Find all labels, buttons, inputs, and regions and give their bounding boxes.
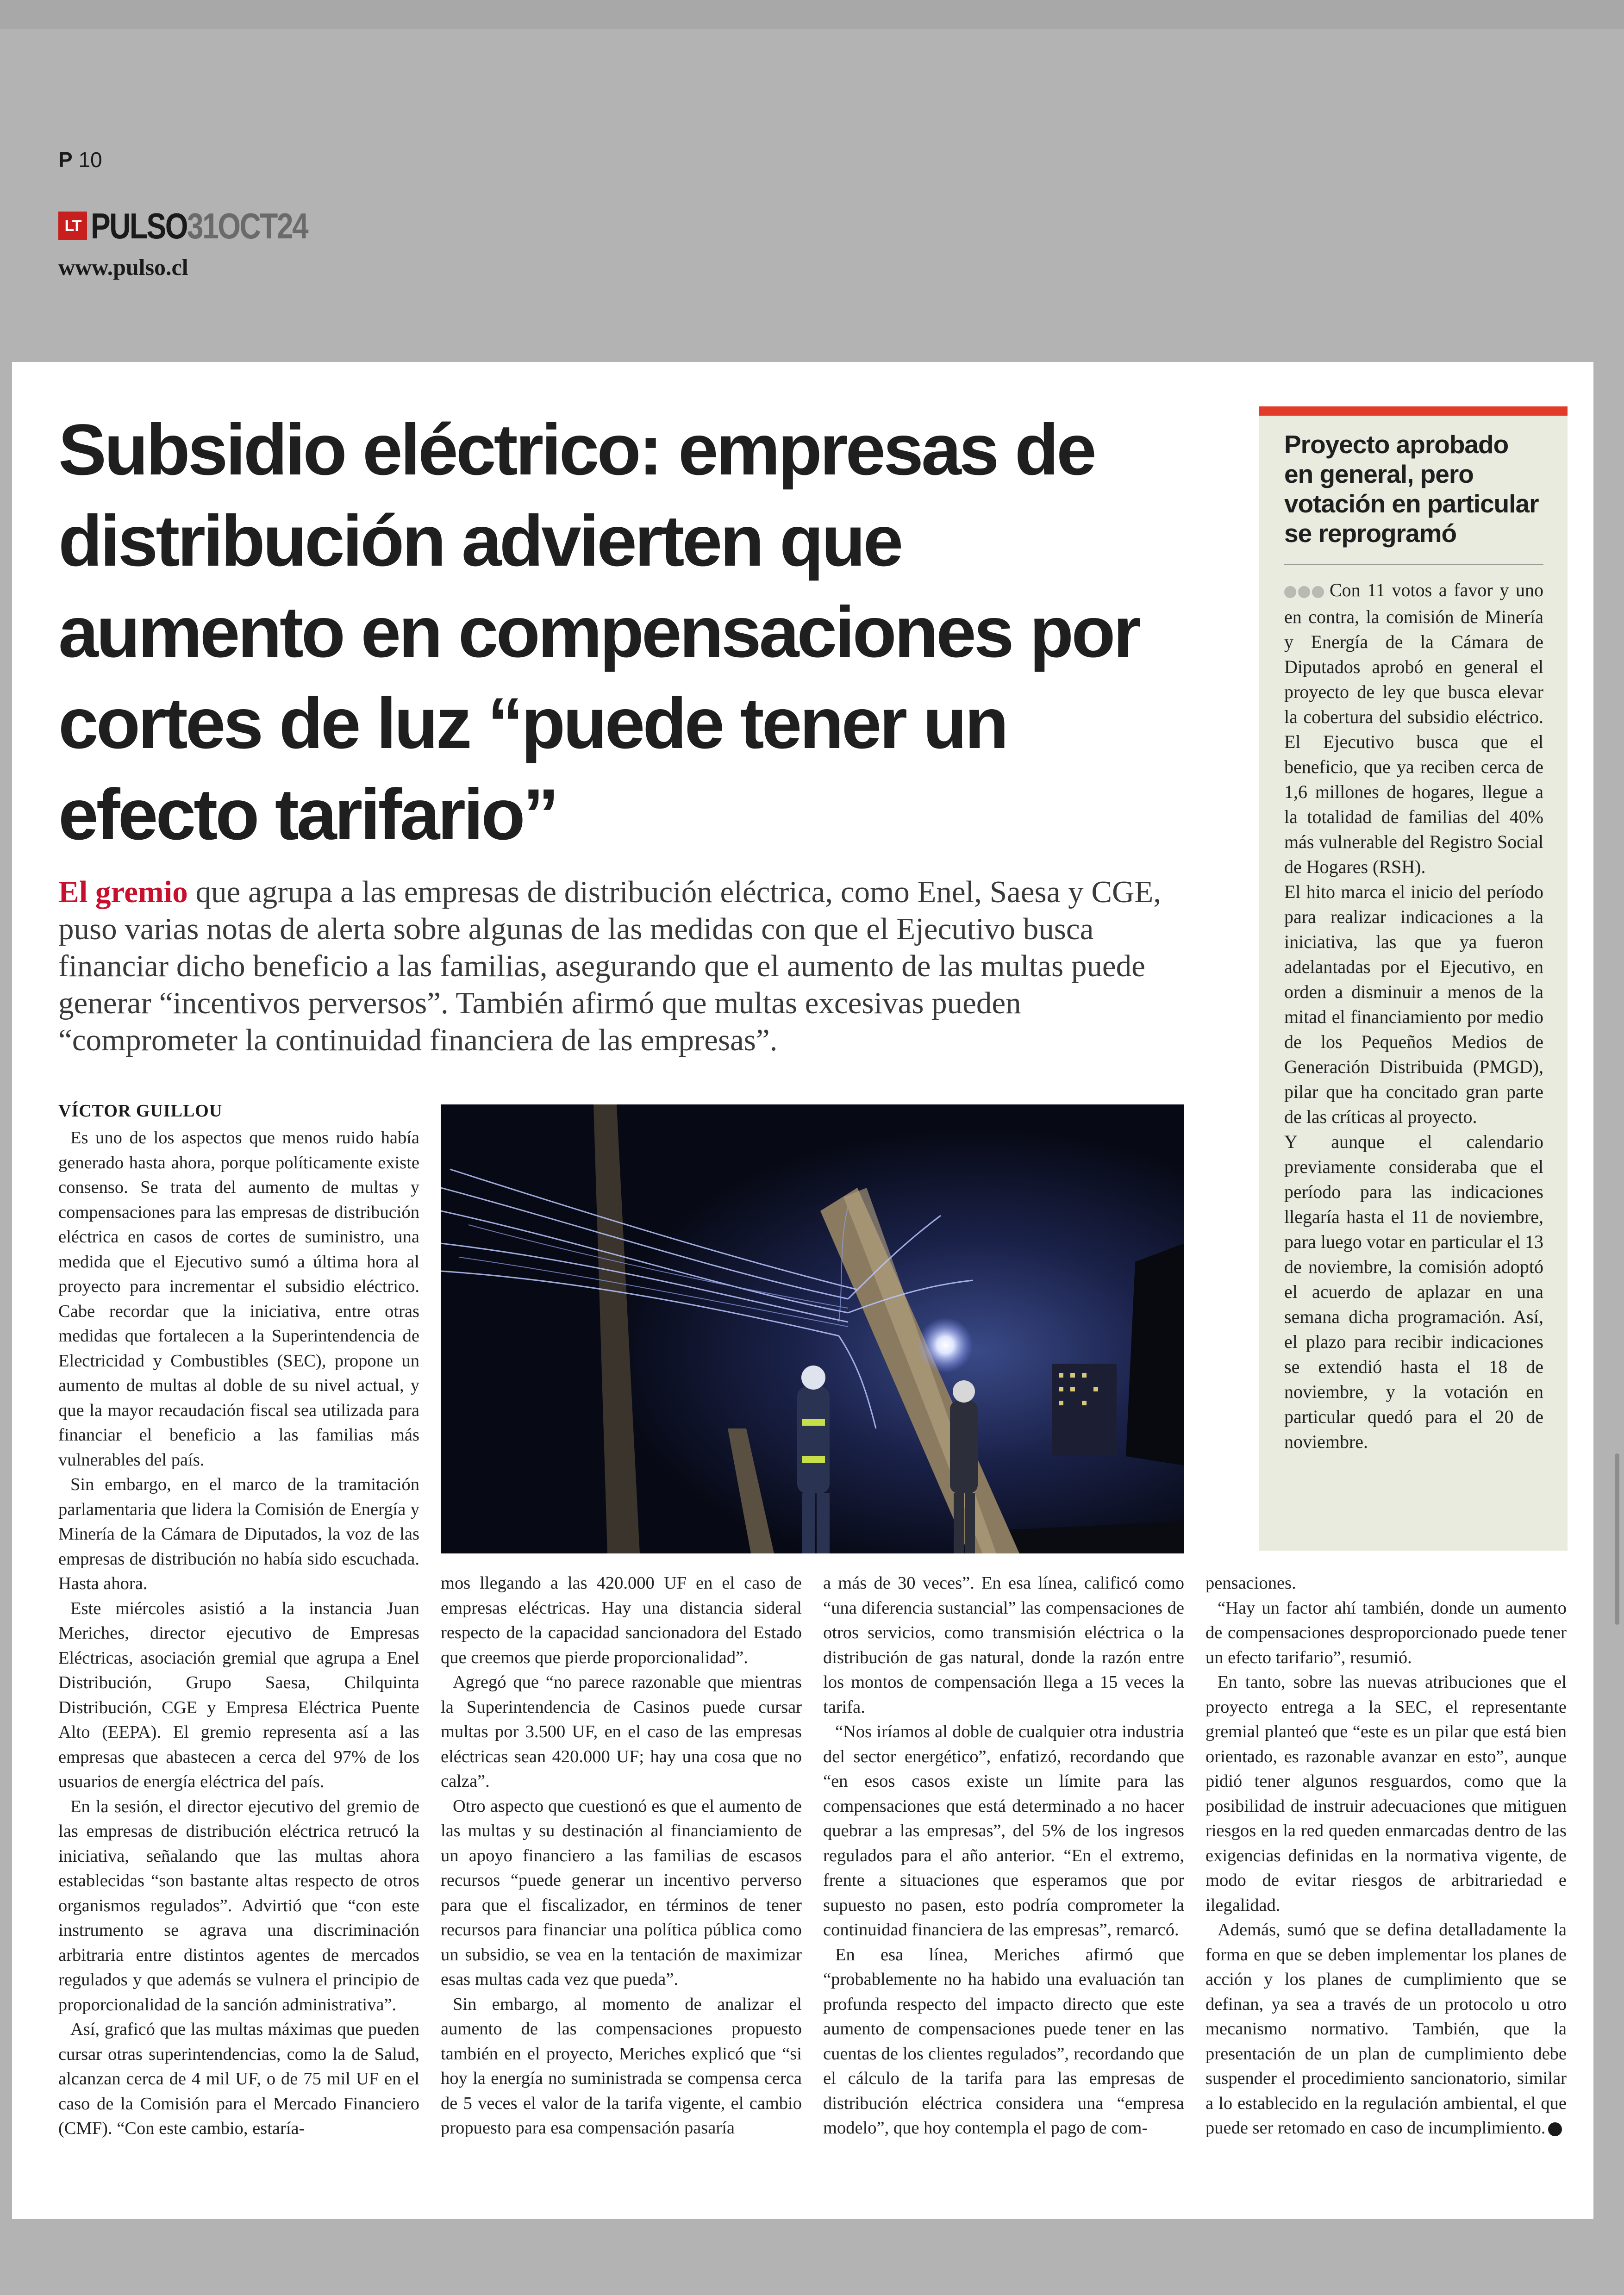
paragraph: [1206, 1918, 1567, 2141]
sidebar-paragraph-text: Con 11 votos a favor y uno en contra, la comisión de Minería y Energía de la Cámara de Diputados aprobó en general el proyecto de ley que busca elevar la cobertura del subsidio eléctrico. El Ejecutivo busca que el beneficio, que ya reciben cerca de 1,6 millones de hogares, llegue a la totalidad de familias del 40% más vulnerable del Registro Social de Hogares (RSH).: [1284, 580, 1543, 877]
three-dots-icon: [1284, 580, 1326, 605]
article-column-4: [1206, 1571, 1567, 2141]
newspaper-page: [12, 362, 1593, 2219]
paragraph: “Nos iríamos al doble de cualquier otra industria del sector energético”, enfatizó, recordando que “en esos casos existe un límite para las compensaciones que está determinado a no hacer quebrar a las empresas”, del 5% de los ingresos regulados para el año anterior. “En el extremo, frente a situaciones que esperamos que por supuesto no pasen, esto podría comprometer la continuidad financiera de las empresas”, remarcó.: [823, 1722, 1184, 1940]
lead-kicker: El gremio: [58, 875, 188, 909]
page-number: P 10: [58, 148, 102, 172]
paragraph: En esa línea, Meriches afirmó que “probablemente no ha habido una evaluación tan profunda respecto del impacto directo que este aumento de compensaciones puede tener en las cuentas de los clientes regulados”, recordando que el cálculo de la tarifa para las empresas de distribución eléctrica considera una “empresa modelo”, que hoy contempla el pago de com-: [823, 1945, 1184, 2138]
photo-night-power-line-repair: [441, 1104, 1184, 1553]
brand-name: PULSO31OCT24: [91, 205, 308, 246]
sidebar-divider: [1284, 564, 1543, 565]
masthead-logo: [58, 207, 355, 244]
lead-paragraph: [58, 873, 1188, 1059]
paragraph: En tanto, sobre las nuevas atribuciones que el proyecto entrega a la SEC, el representante gremial planteó que “este es un pilar que está bien orientado, es razonable avanzar en esto”, aunque pidió tener algunos resguardos, como que la posibilidad de instruir adecuaciones que mitiguen riesgos en la red queden enmarcadas dentro de las exigencias definidas en la normativa vigente, de modo de evitar riesgos de arbitrariedad e ilegalidad.: [1206, 1672, 1567, 1915]
lead-text: que agrupa a las empresas de distribución eléctrica, como Enel, Saesa y CGE, puso varias notas de alerta sobre algunas de las medidas con que el Ejecutivo busca financiar dicho beneficio a las familias, asegurando que el aumento de las multas puede generar “incentivos perversos”. También afirmó que multas excesivas pueden “comprometer la continuidad financiera de las empresas”.: [58, 875, 1162, 1057]
paragraph: Agregó que “no parece razonable que mientras la Superintendencia de Casinos puede cursar multas por 3.500 UF, en el caso de las empresas eléctricas sean 420.000 UF; hay una cosa que no calza”.: [441, 1672, 802, 1791]
paragraph: Otro aspecto que cuestionó es que el aumento de las multas y su destinación al financiamiento de un apoyo financiero a las familias de escasos recursos “puede generar un incentivo perverso para que el fiscalizador, en términos de tener recursos para financiar una política pública como un subsidio, se vea en la tentación de maximizar esas multas cada vez que pueda”.: [441, 1796, 802, 1989]
article-column-3: [823, 1571, 1184, 2141]
article-column-2: [441, 1571, 802, 2141]
article-photo: [441, 1104, 1184, 1553]
headline: Subsidio eléctrico: empresas de distribución advierten que aumento en compensaciones por cortes de luz “puede tener un efecto tarifario”: [58, 410, 1139, 855]
sidebar-title: Proyecto aprobado en general, pero votación en particular se reprogramó: [1284, 430, 1539, 548]
paragraph: Sin embargo, al momento de analizar el aumento de las compensaciones propuesto también en el proyecto, Meriches explicó que “si hoy la energía no suministrada se compensa cerca de 5 veces el valor de la tarifa vigente, el cambio propuesto para esa compensación pasaría: [441, 1994, 802, 2138]
site-url: www.pulso.cl: [58, 254, 188, 280]
viewer-top-bar: [0, 0, 1624, 29]
paragraph: Así, graficó que las multas máximas que pueden cursar otras superintendencias, como la de Salud, alcanzan cerca de 4 mil UF, o de 75 mil UF en el caso de la Comisión para el Mercado Financiero (CMF). “Con este cambio, estaría-: [58, 2020, 419, 2138]
sidebar-paragraph: El hito marca el inicio del período para realizar indicaciones a la iniciativa, las que ya fueron adelantadas por el Ejecutivo, en orden a disminuir a menos de la mitad el financiamiento por medio de los Pequeños Medios de Generación Distribuida (PMGD), pilar que ha concitado gran parte de las críticas al proyecto.: [1284, 881, 1543, 1127]
sidebar-paragraph: [1284, 578, 1543, 879]
sidebar-paragraph: Y aunque el calendario previamente consideraba que el período para las indicaciones llegaría hasta el 11 de noviembre, para luego votar en particular el 13 de noviembre, la comisión adoptó el acuerdo de aplazar en una semana dicha programación. Así, el plazo para recibir indicaciones se extendió hasta el 18 de noviembre, y la votación en particular quedó para el 20 de noviembre.: [1284, 1131, 1543, 1452]
paragraph: a más de 30 veces”. En esa línea, calificó como “una diferencia sustancial” las compensaciones de otros servicios, como transmisión eléctrica o la distribución de gas natural, donde la razón entre los montos de compensación llega a 15 veces la tarifa.: [823, 1573, 1184, 1717]
sidebar-box: [1259, 406, 1568, 1551]
paragraph: Este miércoles asistió a la instancia Juan Meriches, director ejecutivo de Empresas Eléctricas, asociación gremial que agrupa a Enel Distribución, Grupo Saesa, Chilquinta Distribución, CGE y Empresa Eléctrica Puente Alto (EEPA). El gremio representa así a las empresas que abastecen a cerca del 97% de los usuarios de energía eléctrica del país.: [58, 1598, 419, 1791]
paragraph: Es uno de los aspectos que menos ruido había generado hasta ahora, porque políticamente existe consenso. Se trata del aumento de multas y compensaciones para las empresas de distribución eléctrica en casos de cortes de suministro, una medida que el Ejecutivo sumó a última hora al proyecto para incrementar el subsidio eléctrico. Cabe recordar que la iniciativa, entre otras medidas que fortalecen a la Superintendencia de Electricidad y Combustibles (SEC), propone un aumento de multas al doble de su nivel actual, y que la mayor recaudación fiscal sea utilizada para financiar el beneficio a las familias más vulnerables del país.: [58, 1128, 419, 1470]
end-of-article-icon: [1548, 2122, 1562, 2136]
sidebar-body: [1284, 578, 1543, 1454]
paragraph: pensaciones.: [1206, 1573, 1296, 1593]
edition-date: 31OCT24: [187, 205, 308, 246]
article-column-1: [58, 1126, 419, 2141]
paragraph: mos llegando a las 420.000 UF en el caso de empresas eléctricas. Hay una distancia sideral respecto de la capacidad sancionadora del Estado que creemos que pierde proporcionalidad”.: [441, 1573, 802, 1667]
paragraph: Sin embargo, en el marco de la tramitación parlamentaria que lidera la Comisión de Energía y Minería de la Cámara de Diputados, la voz de las empresas de distribución no había sido escuchada. Hasta ahora.: [58, 1475, 419, 1593]
scrollbar-thumb[interactable]: [1615, 1453, 1619, 1625]
paragraph-text: Además, sumó que se defina detalladamente la forma en que se deben implementar los planes de acción y los planes de cumplimiento que se definan, ya sea a través de un protocolo u otro mecanismo normativo. También, que la presentación de un plan de cumplimiento debe suspender el procedimiento sancionatorio, similar a lo establecido en la regulación ambiental, el que puede ser retomado en caso de incumplimiento.: [1206, 1920, 1567, 2138]
paragraph: En la sesión, el director ejecutivo del gremio de las empresas de distribución eléctrica retrucó la iniciativa, señalando que las multas ahora establecidas “son bastante altas respecto de otros organismos regulados”. Advirtió que “con este instrumento se agrava una discriminación arbitraria entre distintos agentes de mercados regulados y que además se vulnera el principio de proporcionalidad de la sanción administrativa”.: [58, 1796, 419, 2014]
lt-logo-icon: LT: [58, 212, 87, 240]
byline: VÍCTOR GUILLOU: [58, 1101, 223, 1121]
paragraph: “Hay un factor ahí también, donde un aumento de compensaciones desproporcionado puede tener un efecto tarifario”, resumió.: [1206, 1598, 1567, 1667]
